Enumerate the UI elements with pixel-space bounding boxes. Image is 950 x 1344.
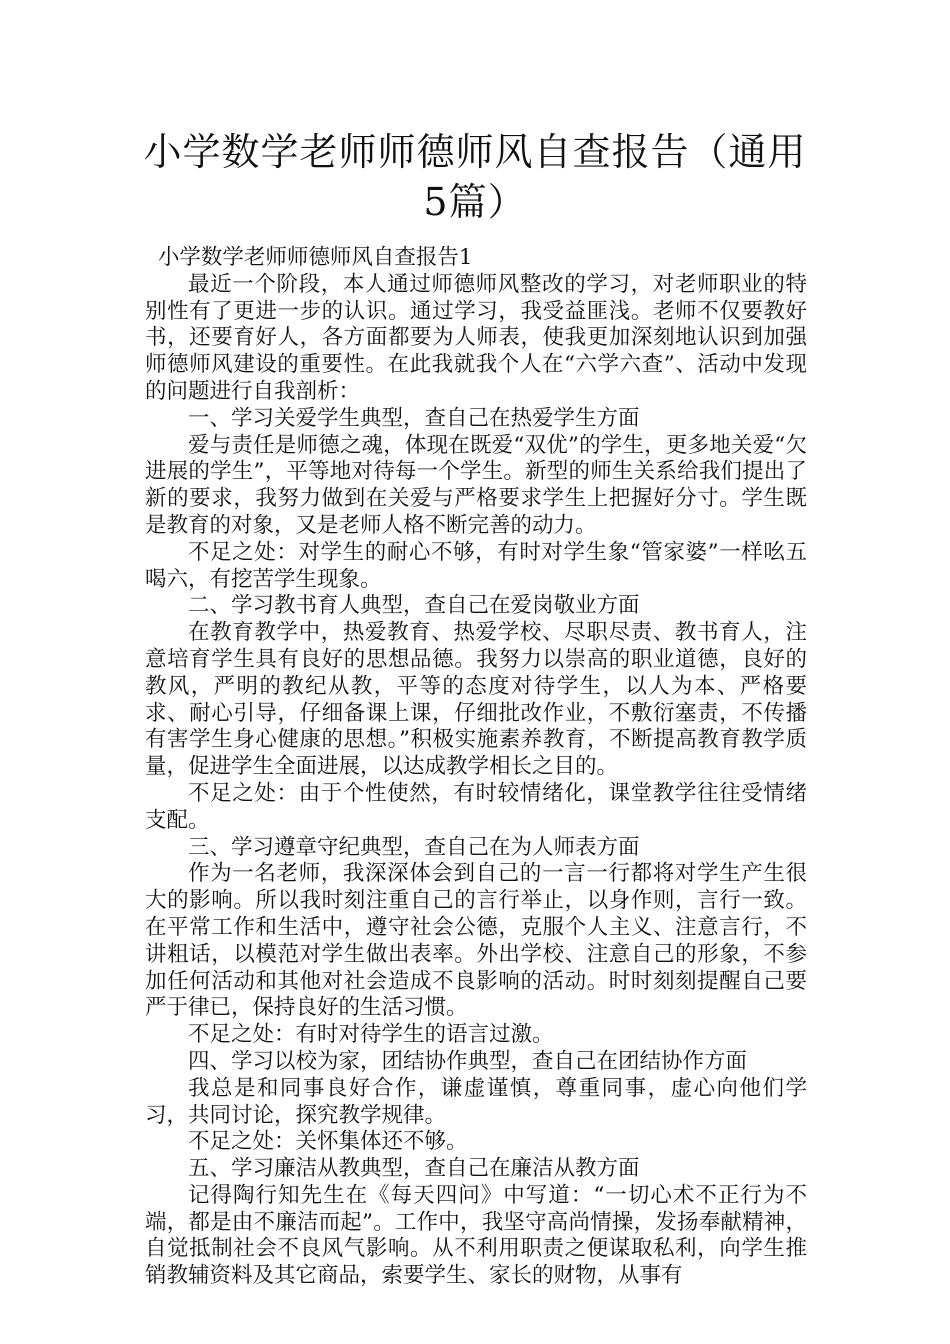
document-body [145,245,807,1290]
section-heading-3: 三、学习遵章守纪典型，查自己在为人师表方面 [188,834,640,860]
intro-paragraph: 最近一个阶段，本人通过师德师风整改的学习，对老师职业的特别性有了更进一步的认识。通过学习，我受益匪浅。老师不仅要教好书，还要育好人，各方面都要为人师表，使我更加深刻地认识到加强师德师风建设的重要性。在此我就我个人在“六学六查”、活动中发现的问题进行自我剖析： [145,271,807,404]
shortcoming-paragraph-1: 不足之处：对学生的耐心不够，有时对学生象“管家婆”一样吆五喝六，有挖苦学生现象。 [145,539,807,592]
section-paragraph-4: 我总是和同事良好合作，谦虚谨慎，尊重同事，虚心向他们学习，共同讨论，探究教学规律。 [145,1075,807,1128]
section-heading-4: 四、学习以校为家，团结协作典型，查自己在团结协作方面 [188,1048,748,1074]
section-paragraph-2: 在教育教学中，热爱教育、热爱学校、尽职尽责、教书育人，注意培育学生具有良好的思想品德。我努力以崇高的职业道德，良好的教风，严明的教纪从教，平等的态度对待学生，以人为本、严格要求、耐心引导，仔细备课上课，仔细批改作业，不敷衍塞责，不传播有害学生身心健康的思想。”积极实施素养教育，不断提高教育教学质量，促进学生全面进展，以达成教学相长之目的。 [145,620,807,780]
section-heading-5: 五、学习廉洁从教典型，查自己在廉洁从教方面 [188,1156,640,1182]
section-heading-1: 一、学习关爱学生典型，查自己在热爱学生方面 [188,405,640,431]
shortcoming-paragraph-3: 不足之处：有时对待学生的语言过激。 [188,1022,554,1048]
section-paragraph-3: 作为一名老师，我深深体会到自己的一言一行都将对学生产生很大的影响。所以我时刻注重自己的言行举止，以身作则，言行一致。在平常工作和生活中，遵守社会公德，克服个人主义、注意言行，不讲粗话，以模范对学生做出表率。外出学校、注意自己的形象，不参加任何活动和其他对社会造成不良影响的活动。时时刻刻提醒自己要严于律已，保持良好的生活习惯。 [145,861,807,1021]
shortcoming-paragraph-4: 不足之处：关怀集体还不够。 [188,1129,468,1155]
section-paragraph-1: 爱与责任是师德之魂，体现在既爱“双优”的学生，更多地关爱“欠进展的学生”，平等地对待每一个学生。新型的师生关系给我们提出了新的要求，我努力做到在关爱与严格要求学生上把握好分寸。学生既是教育的对象，又是老师人格不断完善的动力。 [145,432,807,538]
document-title: 小学数学老师师德师风自查报告（通用5篇） [143,130,807,224]
section-heading-2: 二、学习教书育人典型，查自己在爱岗敬业方面 [188,593,640,619]
shortcoming-paragraph-2: 不足之处：由于个性使然，有时较情绪化，课堂教学往往受情绪支配。 [145,780,807,833]
report-subtitle: 小学数学老师师德师风自查报告1 [157,245,473,270]
section-paragraph-5: 记得陶行知先生在《每天四问》中写道：“一切心术不正行为不端，都是由不廉洁而起”。工作中，我坚守高尚情操，发扬奉献精神，自觉抵制社会不良风气影响。从不利用职责之便谋取私利，向学生推销教辅资料及其它商品，索要学生、家长的财物，从事有 [145,1182,807,1289]
